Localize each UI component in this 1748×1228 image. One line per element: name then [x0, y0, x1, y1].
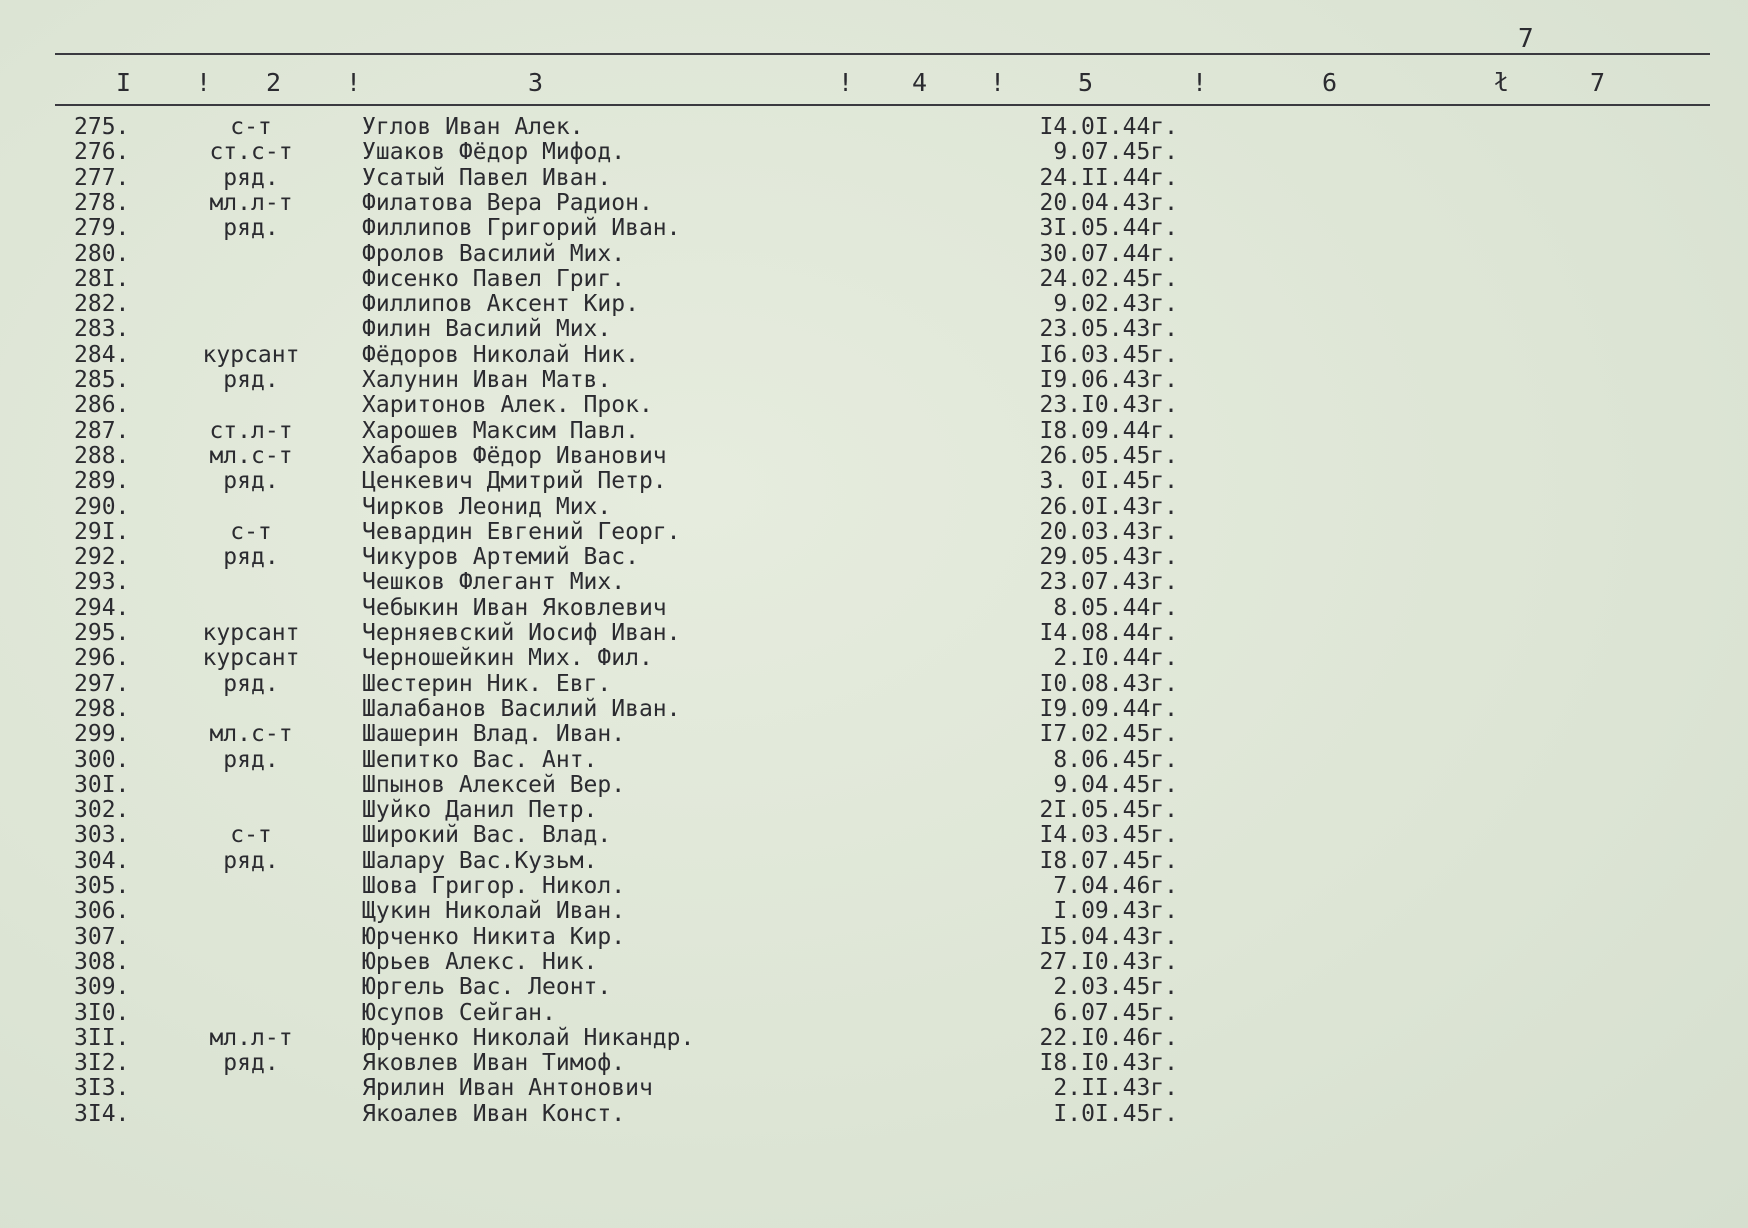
header-separator: !: [1192, 68, 1208, 97]
list-row: [0, 620, 1748, 646]
row-rank: ряд.: [223, 544, 279, 571]
row-name: Харошев Максим Павл.: [362, 417, 639, 444]
row-number: 308.: [74, 948, 130, 975]
row-number: 289.: [74, 468, 130, 495]
row-rank: курсант: [202, 620, 300, 646]
row-date: 2.I0.44г.: [1053, 645, 1178, 672]
row-name: Юргель Вас. Леонт.: [362, 974, 612, 1001]
row-date: 29.05.43г.: [1039, 544, 1178, 571]
row-number: 285.: [74, 367, 130, 393]
row-name: Усатый Павел Иван.: [362, 164, 612, 191]
list-row: [0, 266, 1748, 292]
row-date: 26.0I.43г.: [1039, 493, 1178, 520]
row-name: Якоалев Иван Конст.: [362, 1100, 626, 1127]
row-number: 276.: [74, 139, 130, 166]
row-number: 277.: [74, 164, 130, 191]
header-col-3: 3: [528, 68, 544, 97]
row-date: 3I.05.44г.: [1039, 215, 1178, 242]
header-col-4: 4: [912, 68, 928, 97]
row-number: 292.: [74, 544, 130, 571]
row-date: 24.02.45г.: [1039, 265, 1178, 292]
row-date: I4.0I.44г.: [1039, 114, 1178, 140]
row-name: Шова Григор. Никол.: [362, 873, 626, 899]
page-number: 7: [1518, 24, 1534, 54]
header-separator: !: [990, 68, 1006, 97]
row-date: 24.II.44г.: [1039, 164, 1178, 191]
row-number: 309.: [74, 974, 130, 1001]
list-row: [0, 747, 1748, 773]
row-date: I8.09.44г.: [1039, 417, 1178, 444]
list-row: [0, 494, 1748, 520]
row-date: 22.I0.46г.: [1039, 1024, 1178, 1051]
list-row: [0, 316, 1748, 342]
list-row: [0, 949, 1748, 975]
row-number: 304.: [74, 847, 130, 874]
header-bottom-rule: [55, 104, 1710, 106]
header-separator: !: [838, 68, 854, 97]
row-number: 286.: [74, 392, 130, 419]
row-number: 294.: [74, 594, 130, 621]
row-number: 3I2.: [74, 1050, 130, 1077]
list-row: [0, 519, 1748, 545]
row-date: I9.06.43г.: [1039, 367, 1178, 393]
row-name: Юрченко Никита Кир.: [362, 923, 626, 950]
list-row: [0, 721, 1748, 747]
row-rank: ряд.: [223, 670, 279, 697]
row-number: 307.: [74, 923, 130, 950]
row-name: Ушаков Фёдор Мифод.: [362, 139, 626, 166]
list-row: [0, 443, 1748, 469]
row-date: 2.II.43г.: [1053, 1075, 1178, 1102]
row-number: 279.: [74, 215, 130, 242]
row-rank: с-т: [230, 518, 272, 545]
header-separator: ł: [1494, 68, 1510, 97]
row-name: Фролов Василий Мих.: [362, 240, 626, 267]
row-number: 284.: [74, 341, 130, 368]
row-number: 296.: [74, 645, 130, 672]
row-rank: мл.л-т: [209, 1024, 293, 1051]
row-date: I.09.43г.: [1053, 898, 1178, 925]
list-row: [0, 190, 1748, 216]
row-rank: ряд.: [223, 847, 279, 874]
header-top-rule: [55, 53, 1710, 55]
row-name: Юсупов Сейган.: [362, 999, 556, 1026]
header-separator: !: [346, 68, 362, 97]
row-date: I8.07.45г.: [1039, 847, 1178, 874]
row-number: 300.: [74, 746, 130, 773]
row-rank: с-т: [230, 114, 272, 140]
row-number: 298.: [74, 695, 130, 722]
row-name: Щукин Николай Иван.: [362, 898, 626, 925]
row-date: I6.03.45г.: [1039, 341, 1178, 368]
row-date: 6.07.45г.: [1053, 999, 1178, 1026]
row-date: 2.03.45г.: [1053, 974, 1178, 1001]
list-row: [0, 114, 1748, 140]
row-number: 282.: [74, 291, 130, 318]
row-number: 280.: [74, 240, 130, 267]
header-col-6: 6: [1322, 68, 1338, 97]
row-number: 278.: [74, 189, 130, 216]
row-rank: курсант: [202, 645, 300, 672]
list-row: [0, 924, 1748, 950]
row-date: 23.I0.43г.: [1039, 392, 1178, 419]
list-row: [0, 595, 1748, 621]
row-name: Чевардин Евгений Георг.: [362, 518, 681, 545]
row-date: I.0I.45г.: [1053, 1100, 1178, 1127]
row-number: 306.: [74, 898, 130, 925]
list-row: [0, 873, 1748, 899]
row-name: Шалабанов Василий Иван.: [362, 695, 681, 722]
list-row: [0, 1000, 1748, 1026]
row-name: Шашерин Влад. Иван.: [362, 721, 626, 748]
row-rank: мл.с-т: [209, 442, 293, 469]
row-number: 283.: [74, 316, 130, 343]
list-row: [0, 392, 1748, 418]
row-number: 30I.: [74, 771, 130, 798]
row-rank: мл.с-т: [209, 721, 293, 748]
list-row: [0, 848, 1748, 874]
list-row: [0, 367, 1748, 393]
row-name: Шепитко Вас. Ант.: [362, 746, 598, 773]
row-date: 7.04.46г.: [1053, 873, 1178, 899]
list-row: [0, 1101, 1748, 1127]
header-separator: !: [196, 68, 212, 97]
row-name: Черняевский Иосиф Иван.: [362, 620, 681, 646]
row-date: 8.06.45г.: [1053, 746, 1178, 773]
row-name: Филлипов Аксент Кир.: [362, 291, 639, 318]
list-row: [0, 241, 1748, 267]
row-name: Чирков Леонид Мих.: [362, 493, 612, 520]
row-date: I4.03.45г.: [1039, 822, 1178, 849]
list-row: [0, 1050, 1748, 1076]
row-date: I4.08.44г.: [1039, 620, 1178, 646]
row-name: Юрченко Николай Никандр.: [362, 1024, 695, 1051]
header-col-1: I: [116, 68, 132, 97]
row-date: 20.03.43г.: [1039, 518, 1178, 545]
row-rank: ст.с-т: [209, 139, 293, 166]
list-row: [0, 797, 1748, 823]
list-row: [0, 822, 1748, 848]
row-number: 275.: [74, 114, 130, 140]
list-row: [0, 569, 1748, 595]
row-name: Филин Василий Мих.: [362, 316, 612, 343]
row-date: 8.05.44г.: [1053, 594, 1178, 621]
header-col-2: 2: [266, 68, 282, 97]
list-row: [0, 468, 1748, 494]
list-row: [0, 342, 1748, 368]
row-rank: ряд.: [223, 468, 279, 495]
row-rank: ст.л-т: [209, 417, 293, 444]
row-date: I7.02.45г.: [1039, 721, 1178, 748]
column-header-row: [0, 68, 1748, 98]
row-name: Черношейкин Мих. Фил.: [362, 645, 653, 672]
row-number: 299.: [74, 721, 130, 748]
list-row: [0, 544, 1748, 570]
row-rank: мл.л-т: [209, 189, 293, 216]
row-number: 303.: [74, 822, 130, 849]
row-name: Юрьев Алекс. Ник.: [362, 948, 598, 975]
row-name: Ярилин Иван Антонович: [362, 1075, 653, 1102]
row-date: 20.04.43г.: [1039, 189, 1178, 216]
row-date: 9.07.45г.: [1053, 139, 1178, 166]
header-col-7: 7: [1590, 68, 1606, 97]
row-date: 26.05.45г.: [1039, 442, 1178, 469]
list-row: [0, 974, 1748, 1000]
row-name: Яковлев Иван Тимоф.: [362, 1050, 626, 1077]
list-row: [0, 772, 1748, 798]
row-number: 29I.: [74, 518, 130, 545]
row-number: 295.: [74, 620, 130, 646]
row-number: 290.: [74, 493, 130, 520]
row-name: Ценкевич Дмитрий Петр.: [362, 468, 667, 495]
list-row: [0, 418, 1748, 444]
row-name: Филлипов Григорий Иван.: [362, 215, 681, 242]
row-rank: курсант: [202, 341, 300, 368]
row-rank: ряд.: [223, 1050, 279, 1077]
row-date: I5.04.43г.: [1039, 923, 1178, 950]
row-date: 23.05.43г.: [1039, 316, 1178, 343]
row-name: Шестерин Ник. Евг.: [362, 670, 612, 697]
row-name: Чебыкин Иван Яковлевич: [362, 594, 667, 621]
row-number: 3I3.: [74, 1075, 130, 1102]
row-date: I0.08.43г.: [1039, 670, 1178, 697]
row-name: Чешков Флегант Мих.: [362, 569, 626, 596]
row-name: Фёдоров Николай Ник.: [362, 341, 639, 368]
list-row: [0, 1075, 1748, 1101]
row-date: 9.02.43г.: [1053, 291, 1178, 318]
row-rank: ряд.: [223, 164, 279, 191]
row-date: 27.I0.43г.: [1039, 948, 1178, 975]
row-number: 3I4.: [74, 1100, 130, 1127]
row-name: Широкий Вас. Влад.: [362, 822, 612, 849]
list-row: [0, 139, 1748, 165]
row-number: 287.: [74, 417, 130, 444]
row-name: Филатова Вера Радион.: [362, 189, 653, 216]
row-number: 302.: [74, 797, 130, 824]
row-name: Шуйко Данил Петр.: [362, 797, 598, 824]
row-date: 30.07.44г.: [1039, 240, 1178, 267]
row-number: 297.: [74, 670, 130, 697]
row-date: 23.07.43г.: [1039, 569, 1178, 596]
row-number: 3I0.: [74, 999, 130, 1026]
list-row: [0, 215, 1748, 241]
row-date: I9.09.44г.: [1039, 695, 1178, 722]
row-name: Хабаров Фёдор Иванович: [362, 442, 667, 469]
row-number: 3II.: [74, 1024, 130, 1051]
list-row: [0, 1025, 1748, 1051]
list-row: [0, 645, 1748, 671]
row-rank: с-т: [230, 822, 272, 849]
row-rank: ряд.: [223, 215, 279, 242]
row-name: Углов Иван Алек.: [362, 114, 584, 140]
list-row: [0, 671, 1748, 697]
row-name: Фисенко Павел Григ.: [362, 265, 626, 292]
header-col-5: 5: [1078, 68, 1094, 97]
row-date: 3. 0I.45г.: [1039, 468, 1178, 495]
row-number: 28I.: [74, 265, 130, 292]
list-row: [0, 291, 1748, 317]
row-number: 288.: [74, 442, 130, 469]
row-name: Шалару Вас.Кузьм.: [362, 847, 598, 874]
list-row: [0, 898, 1748, 924]
list-row: [0, 696, 1748, 722]
row-date: I8.I0.43г.: [1039, 1050, 1178, 1077]
row-name: Харитонов Алек. Прок.: [362, 392, 653, 419]
row-name: Халунин Иван Матв.: [362, 367, 612, 393]
row-name: Шпынов Алексей Вер.: [362, 771, 626, 798]
row-name: Чикуров Артемий Вас.: [362, 544, 639, 571]
row-number: 293.: [74, 569, 130, 596]
list-row: [0, 165, 1748, 191]
row-rank: ряд.: [223, 746, 279, 773]
row-date: 2I.05.45г.: [1039, 797, 1178, 824]
row-date: 9.04.45г.: [1053, 771, 1178, 798]
row-number: 305.: [74, 873, 130, 899]
row-rank: ряд.: [223, 367, 279, 393]
